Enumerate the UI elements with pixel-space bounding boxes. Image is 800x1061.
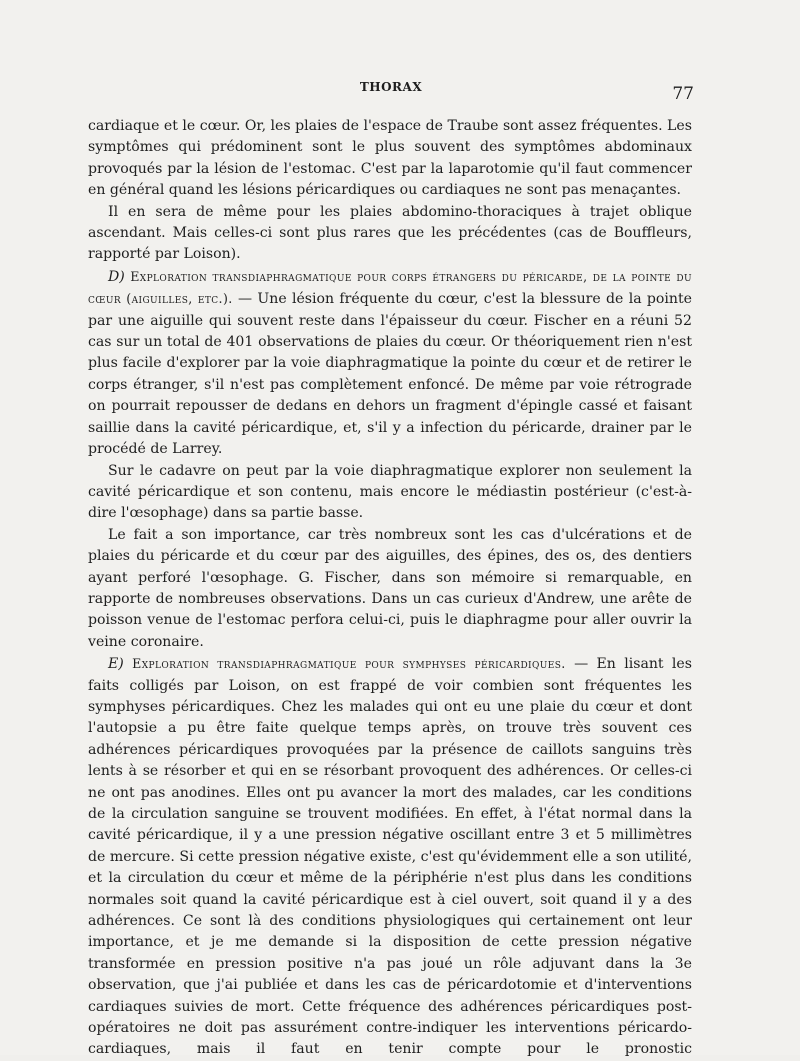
paragraph-continuation: cardiaque et le cœur. Or, les plaies de l'espace de Traube sont assez fréquentes. Les symptômes qui prédominent sont le plus souvent des symptômes abdominaux provoqués par la lésion de l'estomac. C'est par la laparotomie qu'il faut commencer en général quand les lésions péricardiques ou cardiaques ne sont pas menaçantes. xyxy=(88,118,692,199)
section-d-heading: Exploration transdiaphragmatique pour corps étrangers du péricarde, de la pointe du cœur (aiguilles, etc.). xyxy=(88,268,692,307)
section-e-text: — En lisant les faits colligés par Loison, on est frappé de voir combien sont fréquentes les symphyses péricardiques. Chez les malades qui ont eu une plaie du cœur et dont l'autopsie a pu être faite quelque temps après, on trouve très souvent ces adhérences péricardiques provoquées par la présence de caillots sanguins très lents à se résorber et qui en se résorbant provoquent des adhérences. Or celles-ci ne ont pas anodines. Elles ont pu avancer la mort des malades, car les conditions de la circulation sanguine se trouvent modifiées. En effet, à l'état normal dans la cavité péricardique, il y a une pression négative oscillant entre 3 et 5 millimètres de mercure. Si cette pression négative existe, c'est qu'évidemment elle a son utilité, et la circulation du cœur et même de la périphérie n'est plus dans les conditions normales soit quand la cavité péricardique est à ciel ouvert, soit quand il y a des adhérences. Ce sont là des conditions physiologiques qui certainement ont leur importance, et je me demande si la disposition de cette pression négative transformée en pression positive n'a pas joué un rôle adjuvant dans la 3e observation, que j'ai publiée et dans les cas de péricardotomie et d'interventions cardiaques suivies de mort. Cette fréquence des adhérences péricardiques post-opératoires ne doit pas assurément contre-indiquer les interventions péricardo-cardiaques, mais il faut en tenir compte pour le pronostic xyxy=(88,656,693,1058)
section-d-label: D) xyxy=(108,268,125,285)
paragraph-abdomino-thoracic: Il en sera de même pour les plaies abdomino-thoraciques à trajet oblique ascendant. Mais celles-ci sont plus rares que les précédentes (cas de Bouffleurs, rapporté par Loison). xyxy=(88,203,692,263)
running-head: THORAX xyxy=(359,80,423,94)
section-e-heading: Exploration transdiaphragmatique pour symphyses péricardiques. xyxy=(132,656,566,672)
section-e-paragraph xyxy=(88,653,692,1061)
section-d-text: — Une lésion fréquente du cœur, c'est la blessure de la pointe par une aiguille qui souvent reste dans l'épaisseur du cœur. Fischer en a réuni 52 cas sur un total de 401 observations de plaies du cœur. Or théoriquement rien n'est plus facile d'explorer par la voie diaphragmatique la pointe du cœur et de retirer le corps étranger, s'il n'est pas complètement enfoncé. De même par voie rétrograde on pourrait repousser de dedans en dehors un fragment d'épingle cassé et faisant saillie dans la cavité péricardique, et, s'il y a infection du péricarde, drainer par le procédé de Larrey. xyxy=(88,291,692,458)
page-header xyxy=(88,80,694,106)
paragraph-importance: Le fait a son importance, car très nombreux sont les cas d'ulcérations et de plaies du péricarde et du cœur par des aiguilles, des épines, des os, des dentiers ayant perforé l'œsophage. G. Fischer, dans son mémoire si remarquable, en rapporte de nombreuses observations. Dans un cas curieux d'Andrew, une arête de poisson venue de l'estomac perfora celui-ci, puis le diaphragme pour aller ouvrir la veine coronaire. xyxy=(88,526,692,650)
section-e-label: E) xyxy=(108,656,124,673)
paragraph-cadaver: Sur le cadavre on peut par la voie diaphragmatique explorer non seulement la cavité péricardique et son contenu, mais encore le médiastin postérieur (c'est-à-dire l'œsophage) dans sa partie basse. xyxy=(88,462,692,522)
section-d-paragraph xyxy=(88,266,692,461)
page-number: 77 xyxy=(672,84,694,104)
body-text xyxy=(88,116,692,1061)
